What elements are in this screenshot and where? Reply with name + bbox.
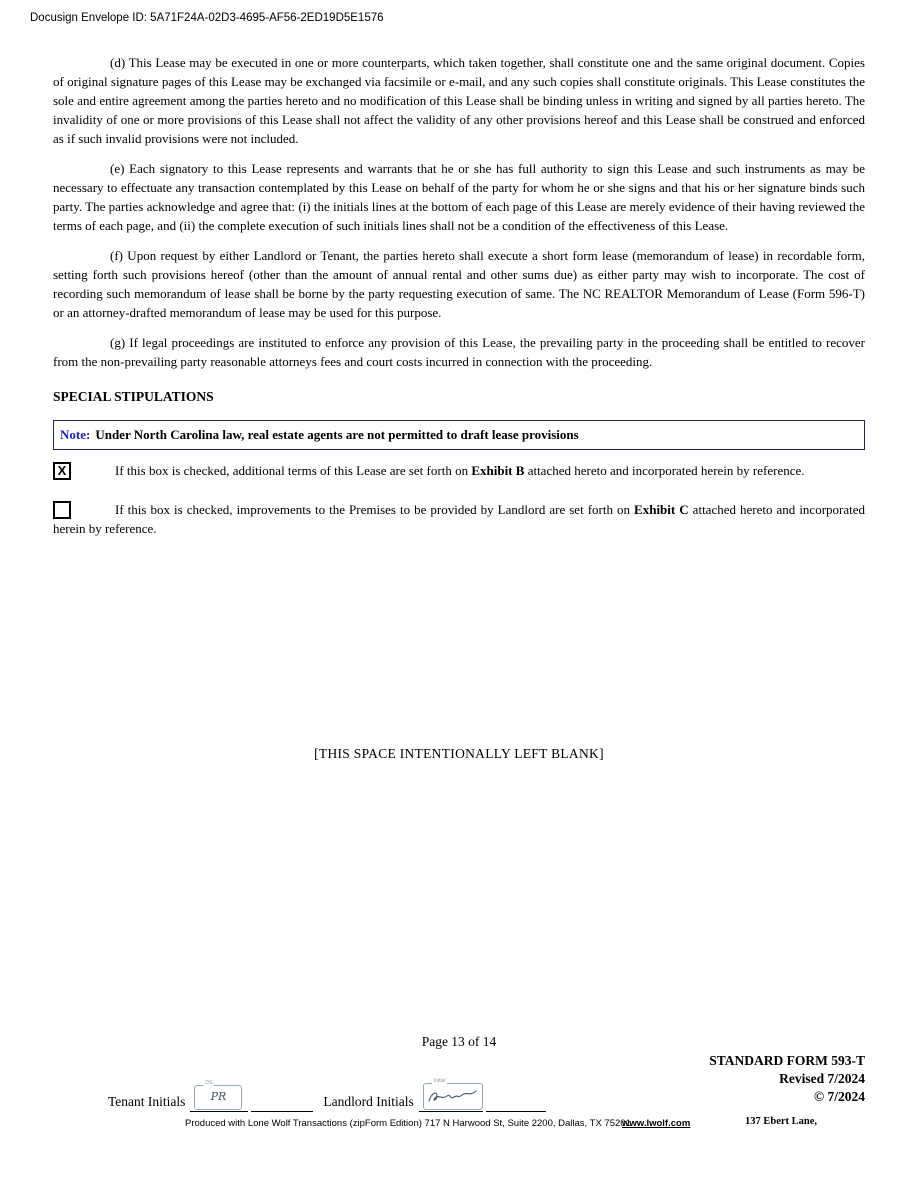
exhibit-b-text: [53, 461, 865, 480]
paragraph-d: (d) This Lease may be executed in one or more counterparts, which taken together, shall constitute one and the same original document. Copies of original signature pages of this Lease may be exchanged via facsimile or e-mail, and any such copies shall constitute originals. This Lease constitutes the sole and entire agreement among the parties hereto and no modification of this Lease shall be binding unless in writing and signed by all parties hereto. The invalidity of one or more provisions of this Lease shall not affect the validity of any other provisions hereof and this Lease shall be construed and enforced as if such invalid provisions were not included.: [53, 55, 865, 146]
note-text: Under North Carolina law, real estate agents are not permitted to draft lease provisions: [95, 427, 579, 442]
exhibit-b-check-item: [53, 461, 865, 480]
exhibit-b-text-post: attached hereto and incorporated herein by reference.: [524, 463, 805, 478]
form-revised-date: Revised 7/2024: [779, 1071, 865, 1086]
note-box: [53, 420, 865, 450]
exhibit-b-label: Exhibit B: [471, 463, 525, 478]
produced-by-line: Produced with Lone Wolf Transactions (zipForm Edition) 717 N Harwood St, Suite 2200, Dallas, TX 75201: [185, 1118, 631, 1129]
exhibit-c-label: Exhibit C: [634, 502, 689, 517]
property-address-note: 137 Ebert Lane,: [745, 1116, 818, 1127]
form-copyright: © 7/2024: [814, 1089, 865, 1104]
paragraph-f: (f) Upon request by either Landlord or Tenant, the parties hereto shall execute a short form lease (memorandum of lease) in recordable form, setting forth such provisions hereof (other than the amount of annual rental and other sums due) as either party may wish to incorporate. The cost of recording such memorandum of lease shall be borne by the party requesting execution of same. The NC REALTOR Memorandum of Lease (Form 596-T) or an attorney-drafted memorandum of lease may be used for this purpose.: [53, 248, 865, 320]
paragraph-g: (g) If legal proceedings are instituted to enforce any provision of this Lease, the prevailing party in the proceeding shall be entitled to recover from the non-prevailing party reasonable attorneys fees and court costs incurred in connection with the proceeding.: [53, 335, 865, 369]
exhibit-c-check-item: [53, 500, 865, 538]
note-label: Note:: [60, 427, 91, 442]
lwolf-website-link[interactable]: www.lwolf.com: [622, 1118, 691, 1129]
exhibit-c-text-pre: If this box is checked, improvements to the Premises to be provided by Landlord are set forth on: [115, 502, 635, 517]
initials-row: [108, 1076, 546, 1112]
landlord-initials-docusign-widget[interactable]: [423, 1078, 483, 1110]
exhibit-c-text: [53, 500, 865, 538]
special-stipulations-heading: SPECIAL STIPULATIONS: [53, 389, 214, 404]
exhibit-c-text-post: attached hereto and incorporated herein by reference.: [53, 502, 866, 536]
docusign-envelope-id: Docusign Envelope ID: 5A71F24A-02D3-4695-AF56-2ED19D5E1576: [30, 12, 384, 24]
landlord-initials-label: Landlord Initials: [323, 1094, 414, 1109]
exhibit-b-text-pre: If this box is checked, additional terms of this Lease are set forth on: [115, 463, 472, 478]
docusign-tab-icon: Initial: [433, 1078, 446, 1084]
tenant-initials-line-2[interactable]: [251, 1081, 313, 1112]
form-name: STANDARD FORM 593-T: [709, 1053, 865, 1068]
intentionally-blank-notice: [THIS SPACE INTENTIONALLY LEFT BLANK]: [314, 746, 604, 761]
lease-body: [53, 53, 865, 538]
docusign-tab-icon: DS: [205, 1080, 213, 1086]
tenant-initials-line[interactable]: [190, 1081, 248, 1112]
landlord-initials-line-2[interactable]: [486, 1081, 546, 1112]
paragraph-e: (e) Each signatory to this Lease represents and warrants that he or she has full authority to sign this Lease and such instruments as may be necessary to effectuate any transaction contemplated by this Lease on behalf of the party for whom he or she signs and that his or her signature binds such party. The parties acknowledge and agree that: (i) the initials lines at the bottom of each page of this Lease are merely evidence of their having reviewed the terms of each page, and (ii) the complete execution of such initials lines shall not be a condition of the effectiveness of this Lease.: [53, 161, 865, 233]
tenant-initials-docusign-widget[interactable]: [194, 1080, 242, 1110]
landlord-initials-line[interactable]: [419, 1078, 483, 1112]
tenant-initials-value: PR: [210, 1090, 227, 1103]
form-identification-block: [709, 1052, 865, 1106]
page-indicator: Page 13 of 14: [421, 1034, 497, 1049]
landlord-initials-signature: [426, 1087, 478, 1105]
exhibit-c-checkbox[interactable]: [53, 501, 71, 519]
tenant-initials-label: Tenant Initials: [108, 1094, 186, 1109]
exhibit-b-checkbox[interactable]: X: [53, 462, 71, 480]
